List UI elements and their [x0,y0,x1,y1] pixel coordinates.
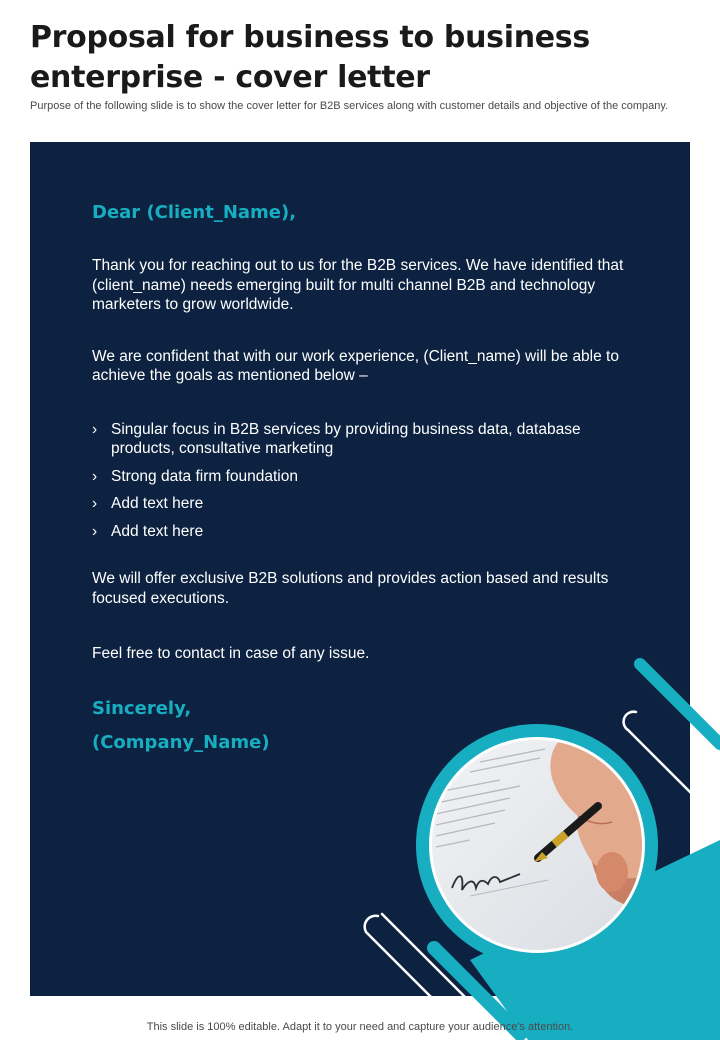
closing-salutation: Sincerely, [92,697,192,719]
list-item: › Singular focus in B2B services by providing business data, database products, consultative marketing [92,420,581,457]
chevron-right-icon: › [92,420,98,438]
page-title: Proposal for business to business enterprise - cover letter [30,20,590,95]
chevron-right-icon: › [92,495,98,512]
teal-accent-stroke [640,664,720,744]
letter-greeting: Dear (Client_Name), [92,202,297,223]
list-item: › Add text here [92,522,204,540]
letter-paragraph-4: Feel free to contact in case of any issue. [92,645,370,662]
letter-closing [92,696,632,756]
list-item: › Add text here [92,495,204,512]
letter-paragraph-3: We will offer exclusive B2B solutions and provides action based and results focused executions. [92,570,609,607]
chevron-right-icon: › [92,522,98,540]
cover-letter [92,200,632,764]
page-subtitle: Purpose of the following slide is to show the cover letter for B2B services along with customer details and objective of the company. [30,100,669,112]
letter-paragraph-1: Thank you for reaching out to us for the B2B services. We have identified that (client_name) needs emerging built for multi channel B2B and technology marketers to grow worldwide. [92,257,624,313]
company-signature: (Company_Name) [92,731,270,753]
list-item: › Strong data firm foundation [92,467,298,485]
goals-list [92,420,632,542]
letter-paragraph-2: We are confident that with our work experience, (Client_name) will be able to achieve the goals as mentioned below – [92,347,619,384]
footer-note: This slide is 100% editable. Adapt it to your need and capture your audience's attention. [146,1021,574,1033]
chevron-right-icon: › [92,467,98,485]
